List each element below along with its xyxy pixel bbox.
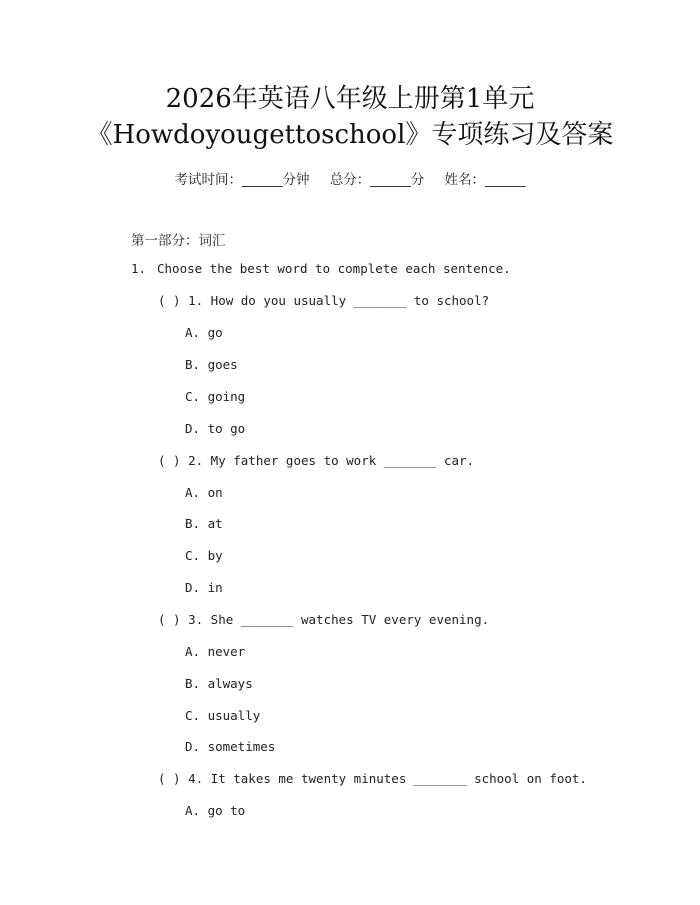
question-stem: ( ) 4. It takes me twenty minutes _______ school on foot. — [158, 771, 587, 786]
question-stem: ( ) 3. She _______ watches TV every evening. — [158, 612, 490, 627]
exam-meta — [0, 168, 700, 188]
answer-option: A. go — [185, 325, 223, 340]
instruction-number: 1. — [131, 261, 147, 276]
answer-option: C. usually — [185, 708, 261, 723]
document-title-line1: 2026年英语八年级上册第1单元 — [165, 84, 535, 114]
question-stem: ( ) 1. How do you usually _______ to school? — [158, 293, 490, 308]
answer-option: A. never — [185, 644, 246, 659]
answer-option: D. sometimes — [185, 739, 276, 754]
answer-option: D. in — [185, 580, 223, 595]
answer-option: B. goes — [185, 357, 238, 372]
student-name-label: 姓名：______ — [444, 172, 526, 188]
question-stem: ( ) 2. My father goes to work _______ car. — [158, 453, 475, 468]
instruction-text: Choose the best word to complete each sentence. — [157, 261, 511, 276]
answer-option: B. at — [185, 516, 223, 531]
section-title: 第一部分：词汇 — [131, 233, 226, 249]
answer-option: A. on — [185, 485, 223, 500]
answer-option: C. by — [185, 548, 223, 563]
answer-option: D. to go — [185, 421, 246, 436]
answer-option: B. always — [185, 676, 253, 691]
total-score-label: 总分：______分 — [329, 172, 425, 188]
answer-option: A. go to — [185, 803, 246, 818]
document-title-line2: 《Howdoyougettoschool》专项练习及答案 — [86, 120, 614, 150]
answer-option: C. going — [185, 389, 246, 404]
exam-time-label: 考试时间：______分钟 — [174, 172, 310, 188]
